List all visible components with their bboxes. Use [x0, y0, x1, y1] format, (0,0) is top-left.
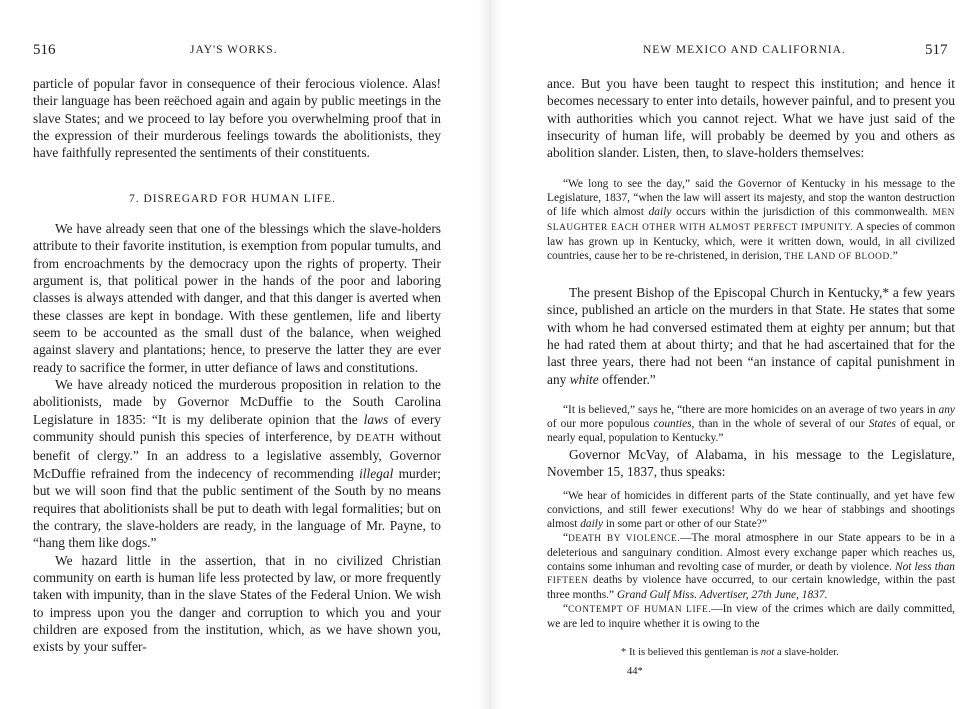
paragraph: ance. But you have been taught to respect this institution; and hence it becomes necessary to enter into details, however painful, and to present you with authorities which you cannot reject. What we have just said of the insecurity of human life, will probably be deemed by you and others as abolition slander. Listen, then, to slave-holders themselves:	[547, 76, 955, 161]
paragraph: particle of popular favor in consequence of their ferocious violence. Alas! their language has been reëchoed again and again by public meetings in the slave States; and we proceed to lay before you overwhelming proof that in the expression of their murderous feelings towards the abolitionists, they have faithfully represented the sentiments of their constituents.	[33, 76, 441, 161]
paragraph-block	[547, 446, 955, 481]
page-number: 516	[33, 42, 56, 58]
paragraph-block	[33, 220, 441, 656]
quote-text: “We long to see the day,” said the Governor of Kentucky in his message to the Legislature, 1837, “when the law will assert its majesty, and stop the wanton destruction of life which almost daily occurs within the jurisdiction of this commonwealth. MEN SLAUGHTER EACH OTHER WITH ALMOST PERFECT IMPUNITY. A species of common law has grown up in Kentucky, which, were it written down, would, in all civilized countries, cause her to be re-christened, in derision, THE LAND OF BLOOD.”	[547, 178, 956, 262]
block-quote	[547, 490, 955, 632]
binding-gutter	[478, 0, 502, 709]
quote-text: “CONTEMPT OF HUMAN LIFE.—In view of the crimes which are daily committed, we are led to inquire whether it is owing to the	[547, 603, 955, 631]
paragraph: We have already noticed the murderous proposition in relation to the abolitionists, made by Governor McDuffie to the South Carolina Legislature in 1835: “It is my deliberate opinion that the laws of every community should punish this species of interference, by DEATH without benefit of clergy.” In an address to a legislative assembly, Governor McDuffie refrained from the indecency of recommending illegal murder; but we will soon find that the public sentiment of the South by no means requires that abolitionists shall be put to death with legal formalities; but on the contrary, the slave-holders are ready, in the language of Mr. Payne, to “hang them like dogs.”	[33, 377, 441, 551]
quote-text: “It is believed,” says he, “there are more homicides on an average of two years in any of our more populous counties, than in the whole of several of our States of equal, or nearly equal, population to Kentucky.”	[547, 404, 955, 444]
block-quote	[547, 178, 955, 264]
running-head: NEW MEXICO AND CALIFORNIA.	[643, 44, 846, 56]
section-heading: 7. DISREGARD FOR HUMAN LIFE.	[129, 193, 336, 205]
paragraph-block	[547, 284, 955, 388]
paragraph-block	[33, 75, 441, 162]
block-quote	[547, 404, 955, 446]
footnote: * It is believed this gentleman is not a slave-holder.	[621, 647, 839, 658]
quote-text: “DEATH BY VIOLENCE.—The moral atmosphere in our State appears to be in a deleterious and sanguinary condition. Almost every exchange paper which reaches us, contains some inhuman and revolting case of murder, or death by violence. Not less than FIFTEEN deaths by violence have occurred, to our certain knowledge, within the past three months.” Grand Gulf Miss. Advertiser, 27th June, 1837.	[547, 531, 955, 602]
left-page	[0, 0, 480, 709]
paragraph-block	[547, 75, 955, 162]
paragraph: We hazard little in the assertion, that in no civilized Christian community on earth is human life less protected by law, or more frequently taken with impunity, than in the slave States of the Federal Union. We wish to impress upon you the danger and corruption to which you and your children are exposed from the institution, which, as we have shown you, exists by your suffer-	[33, 552, 441, 655]
signature-mark: 44*	[627, 666, 643, 677]
running-head: JAY'S WORKS.	[190, 44, 278, 56]
paragraph: We have already seen that one of the blessings which the slave-holders attribute to their favorite institution, is exemption from popular tumults, and from encroachments by the democracy upon the rights of property. Their argument is, that political power in the hands of the poor and laboring classes is always attended with danger, and that this danger is averted when these classes are kept in bondage. With these gentlemen, life and liberty seem to be accounted as the small dust of the balance, when weighed against slavery and plantations; hence, to preserve the latter they are ever ready to sacrifice the former, in utter defiance of laws and constitutions.	[33, 221, 441, 375]
quote-text: “We hear of homicides in different parts of the State continually, and yet have few convictions, and still fewer executions! Why do we hear of stabbings and shootings almost daily in some part or other of our State?”	[547, 490, 955, 530]
page-number: 517	[925, 42, 948, 58]
paragraph: The present Bishop of the Episcopal Church in Kentucky,* a few years since, published an article on the murders in that State. He states that some with whom he had conversed estimated them at eighty per annum; but that he had rated them at about thirty; and that he had ascertained that for the last three years, there had not been “an instance of capital punishment in any white offender.”	[547, 285, 955, 387]
paragraph: Governor McVay, of Alabama, in his message to the Legislature, November 15, 1837, thus speaks:	[547, 447, 955, 480]
